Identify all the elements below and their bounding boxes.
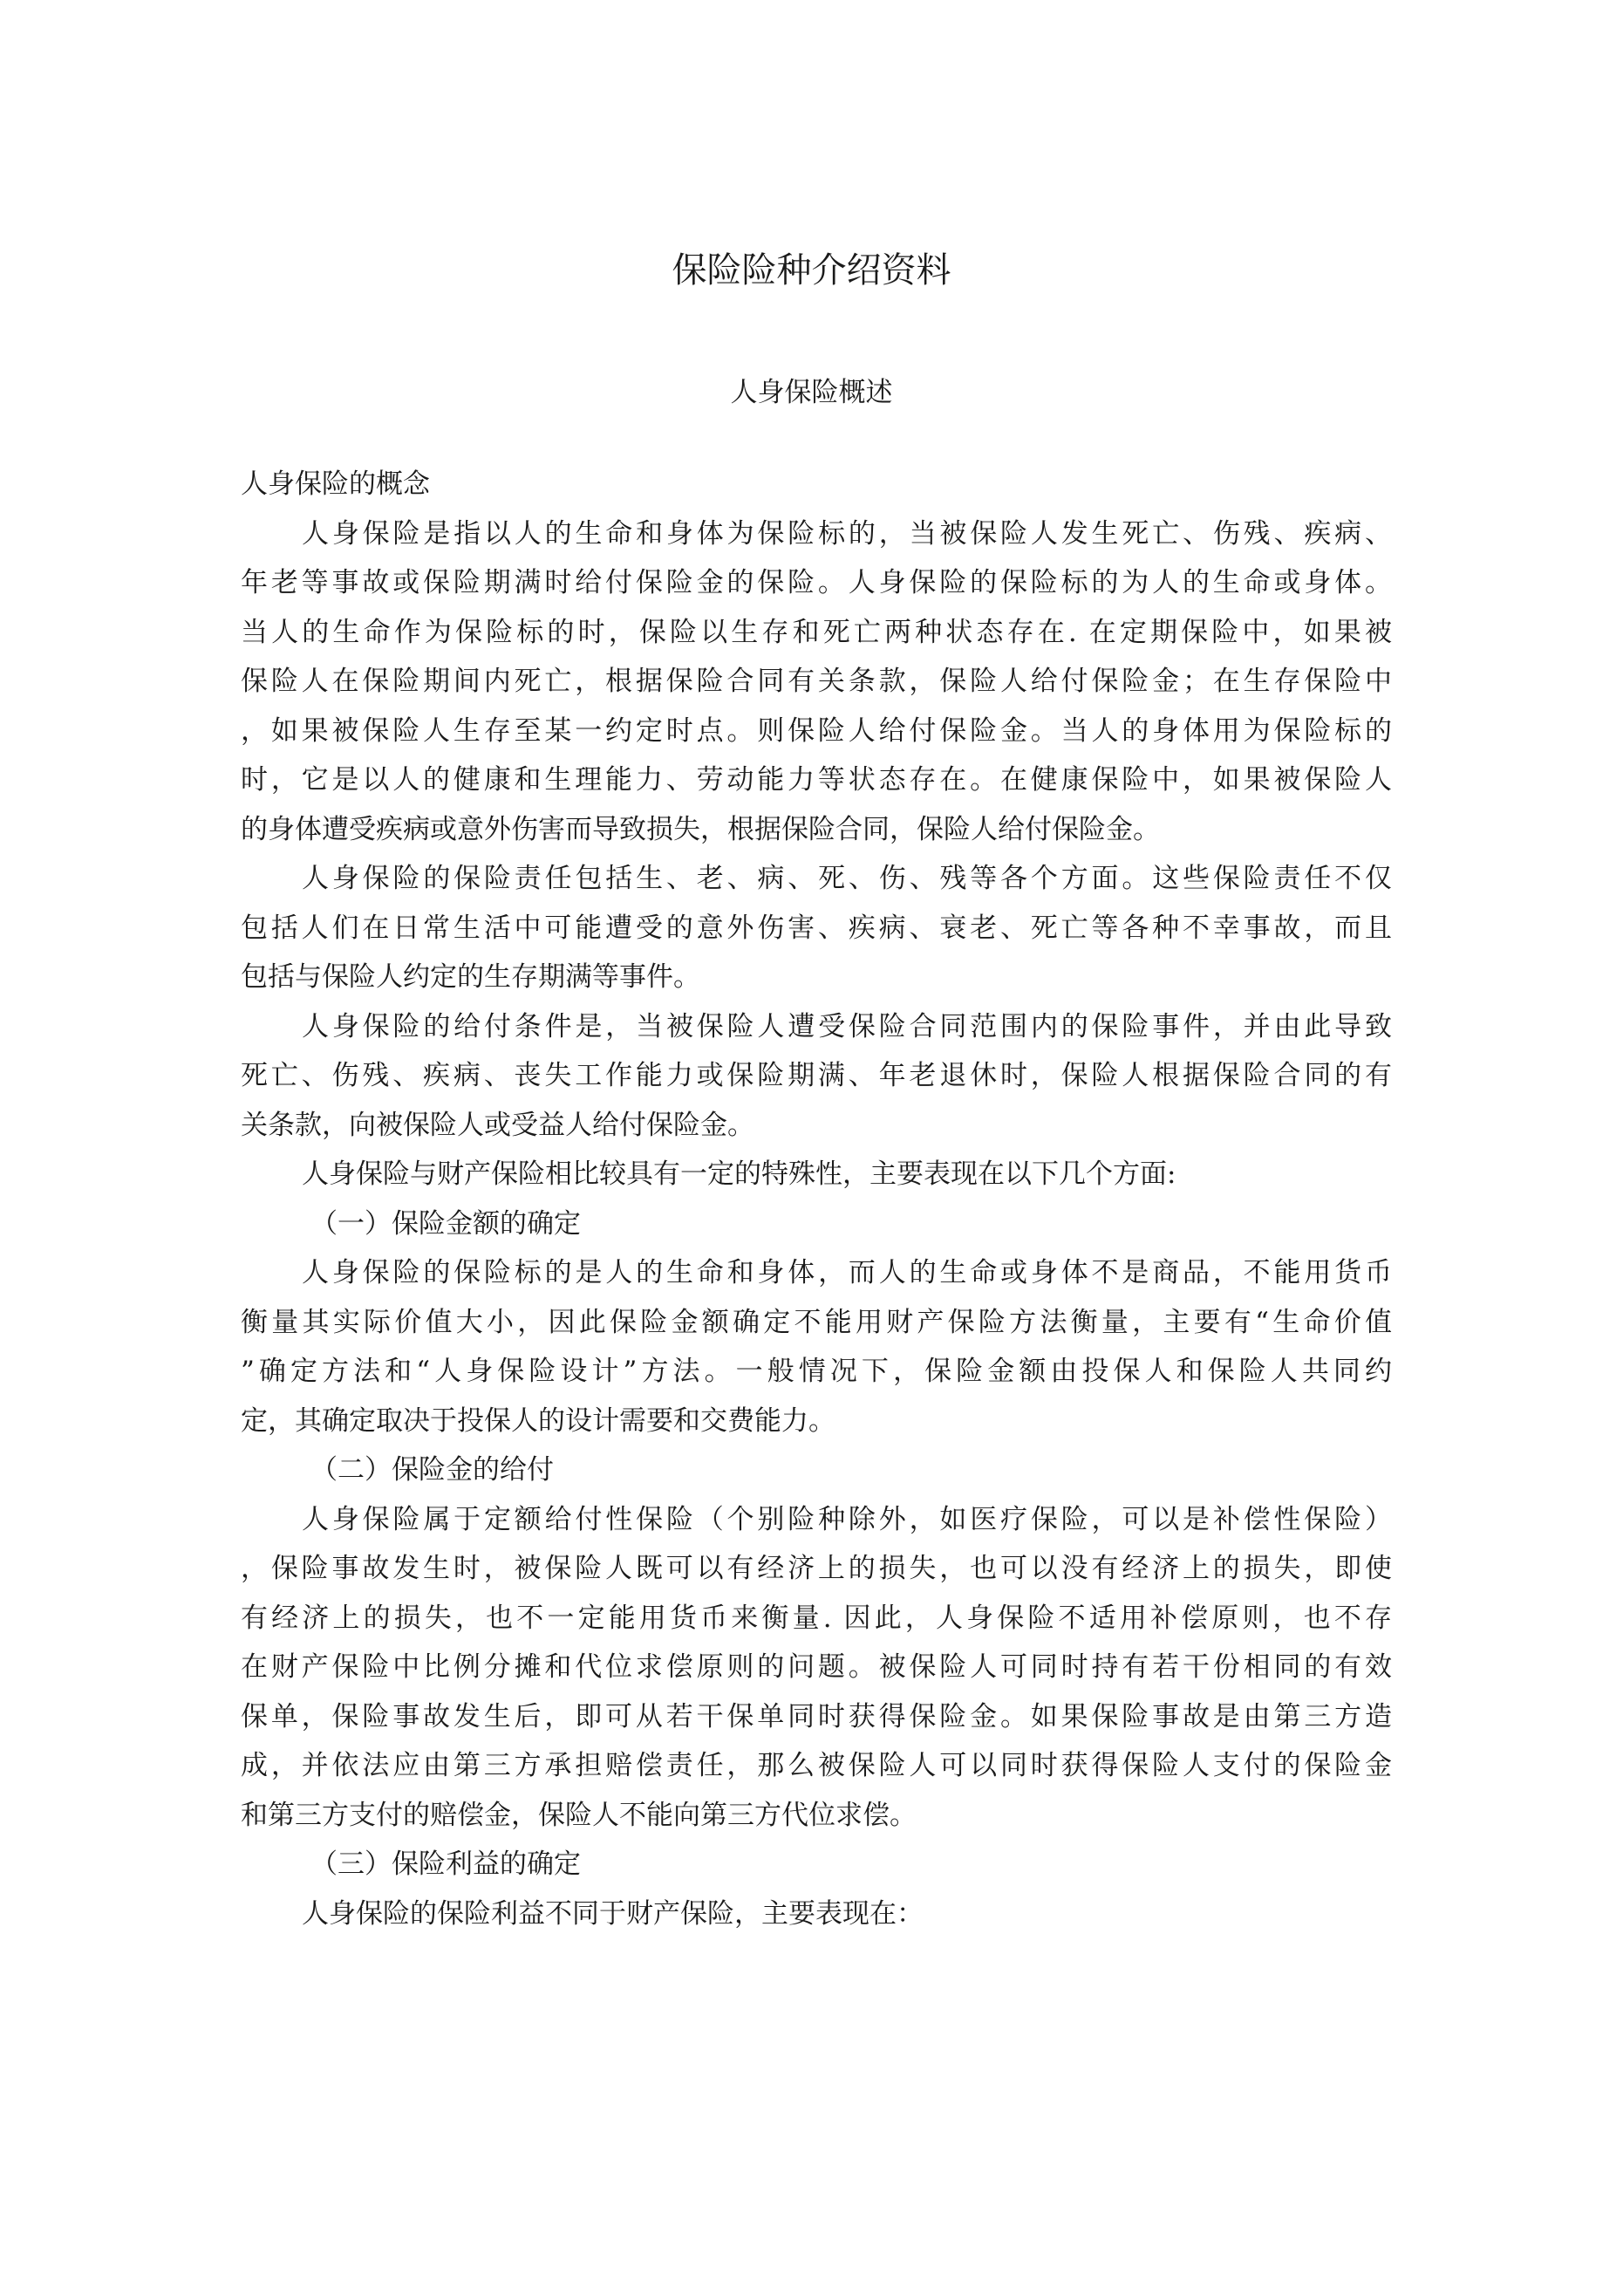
- text-line: 当人的生命作为保险标的时，保险以生存和死亡两种状态存在. 在定期保险中，如果被: [241, 616, 1392, 648]
- text-line: 人身保险属于定额给付性保险（个别险种除外，如医疗保险，可以是补偿性保险）: [302, 1503, 1392, 1535]
- text-line: 保险人在保险期间内死亡，根据保险合同有关条款，保险人给付保险金；在生存保险中: [241, 666, 1392, 697]
- subsection-heading: （一）保险金额的确定: [310, 1207, 581, 1240]
- text-line: 定，其确定取决于投保人的设计需要和交费能力。: [241, 1404, 835, 1437]
- text-line: 成，并依法应由第三方承担赔偿责任，那么被保险人可以同时获得保险人支付的保险金: [241, 1750, 1392, 1781]
- text-line: ，保险事故发生时，被保险人既可以有经济上的损失，也可以没有经济上的损失，即使: [241, 1553, 1392, 1584]
- text-line: 衡量其实际价值大小，因此保险金额确定不能用财产保险方法衡量，主要有“生命价值: [241, 1306, 1392, 1338]
- text-line: ”确定方法和“人身保险设计”方法。一般情况下，保险金额由投保人和保险人共同约: [241, 1356, 1392, 1387]
- text-line: 包括与保险人约定的生存期满等事件。: [241, 961, 700, 993]
- document-title: 保险险种介绍资料: [672, 250, 951, 290]
- text-line: 人身保险是指以人的生命和身体为保险标的，当被保险人发生死亡、伤残、疾病、: [302, 517, 1392, 550]
- text-line: 包括人们在日常生活中可能遭受的意外伤害、疾病、衰老、死亡等各种不幸事故，而且: [241, 912, 1392, 944]
- section-heading: 人身保险概述: [730, 377, 893, 408]
- text-line: 有经济上的损失，也不一定能用货币来衡量. 因此，人身保险不适用补偿原则，也不存: [241, 1602, 1392, 1634]
- text-line: 保单，保险事故发生后，即可从若干保单同时获得保险金。如果保险事故是由第三方造: [241, 1700, 1392, 1732]
- text-line: 人身保险的保险利益不同于财产保险，主要表现在：: [302, 1897, 924, 1930]
- text-line: 时，它是以人的健康和生理能力、劳动能力等状态存在。在健康保险中，如果被保险人: [241, 764, 1392, 796]
- subsection-heading: （二）保险金的给付: [310, 1454, 554, 1486]
- subsection-heading: （三）保险利益的确定: [310, 1848, 581, 1880]
- text-line: 死亡、伤残、疾病、丧失工作能力或保险期满、年老退休时，保险人根据保险合同的有: [241, 1060, 1392, 1091]
- text-line: 年老等事故或保险期满时给付保险金的保险。人身保险的保险标的为人的生命或身体。: [241, 567, 1392, 598]
- text-line: 和第三方支付的赔偿金，保险人不能向第三方代位求偿。: [241, 1799, 917, 1831]
- text-line: 关条款，向被保险人或受益人给付保险金。: [241, 1109, 754, 1141]
- text-line: ，如果被保险人生存至某一约定时点。则保险人给付保险金。当人的身体用为保险标的: [241, 714, 1392, 747]
- text-line: 人身保险与财产保险相比较具有一定的特殊性，主要表现在以下几个方面:: [302, 1158, 1176, 1190]
- text-line: 人身保险的给付条件是，当被保险人遭受保险合同范围内的保险事件，并由此导致: [302, 1010, 1392, 1042]
- text-line: 人身保险的保险标的是人的生命和身体，而人的生命或身体不是商品，不能用货币: [302, 1257, 1392, 1288]
- body-text: [241, 460, 1392, 1938]
- text-line: 人身保险的保险责任包括生、老、病、死、伤、残等各个方面。这些保险责任不仅: [302, 863, 1392, 894]
- text-line: 的身体遭受疾病或意外伤害而导致损失，根据保险合同，保险人给付保险金。: [241, 813, 1160, 845]
- text-line: 人身保险的概念: [241, 468, 430, 500]
- text-line: 在财产保险中比例分摊和代位求偿原则的问题。被保险人可同时持有若干份相同的有效: [241, 1651, 1392, 1683]
